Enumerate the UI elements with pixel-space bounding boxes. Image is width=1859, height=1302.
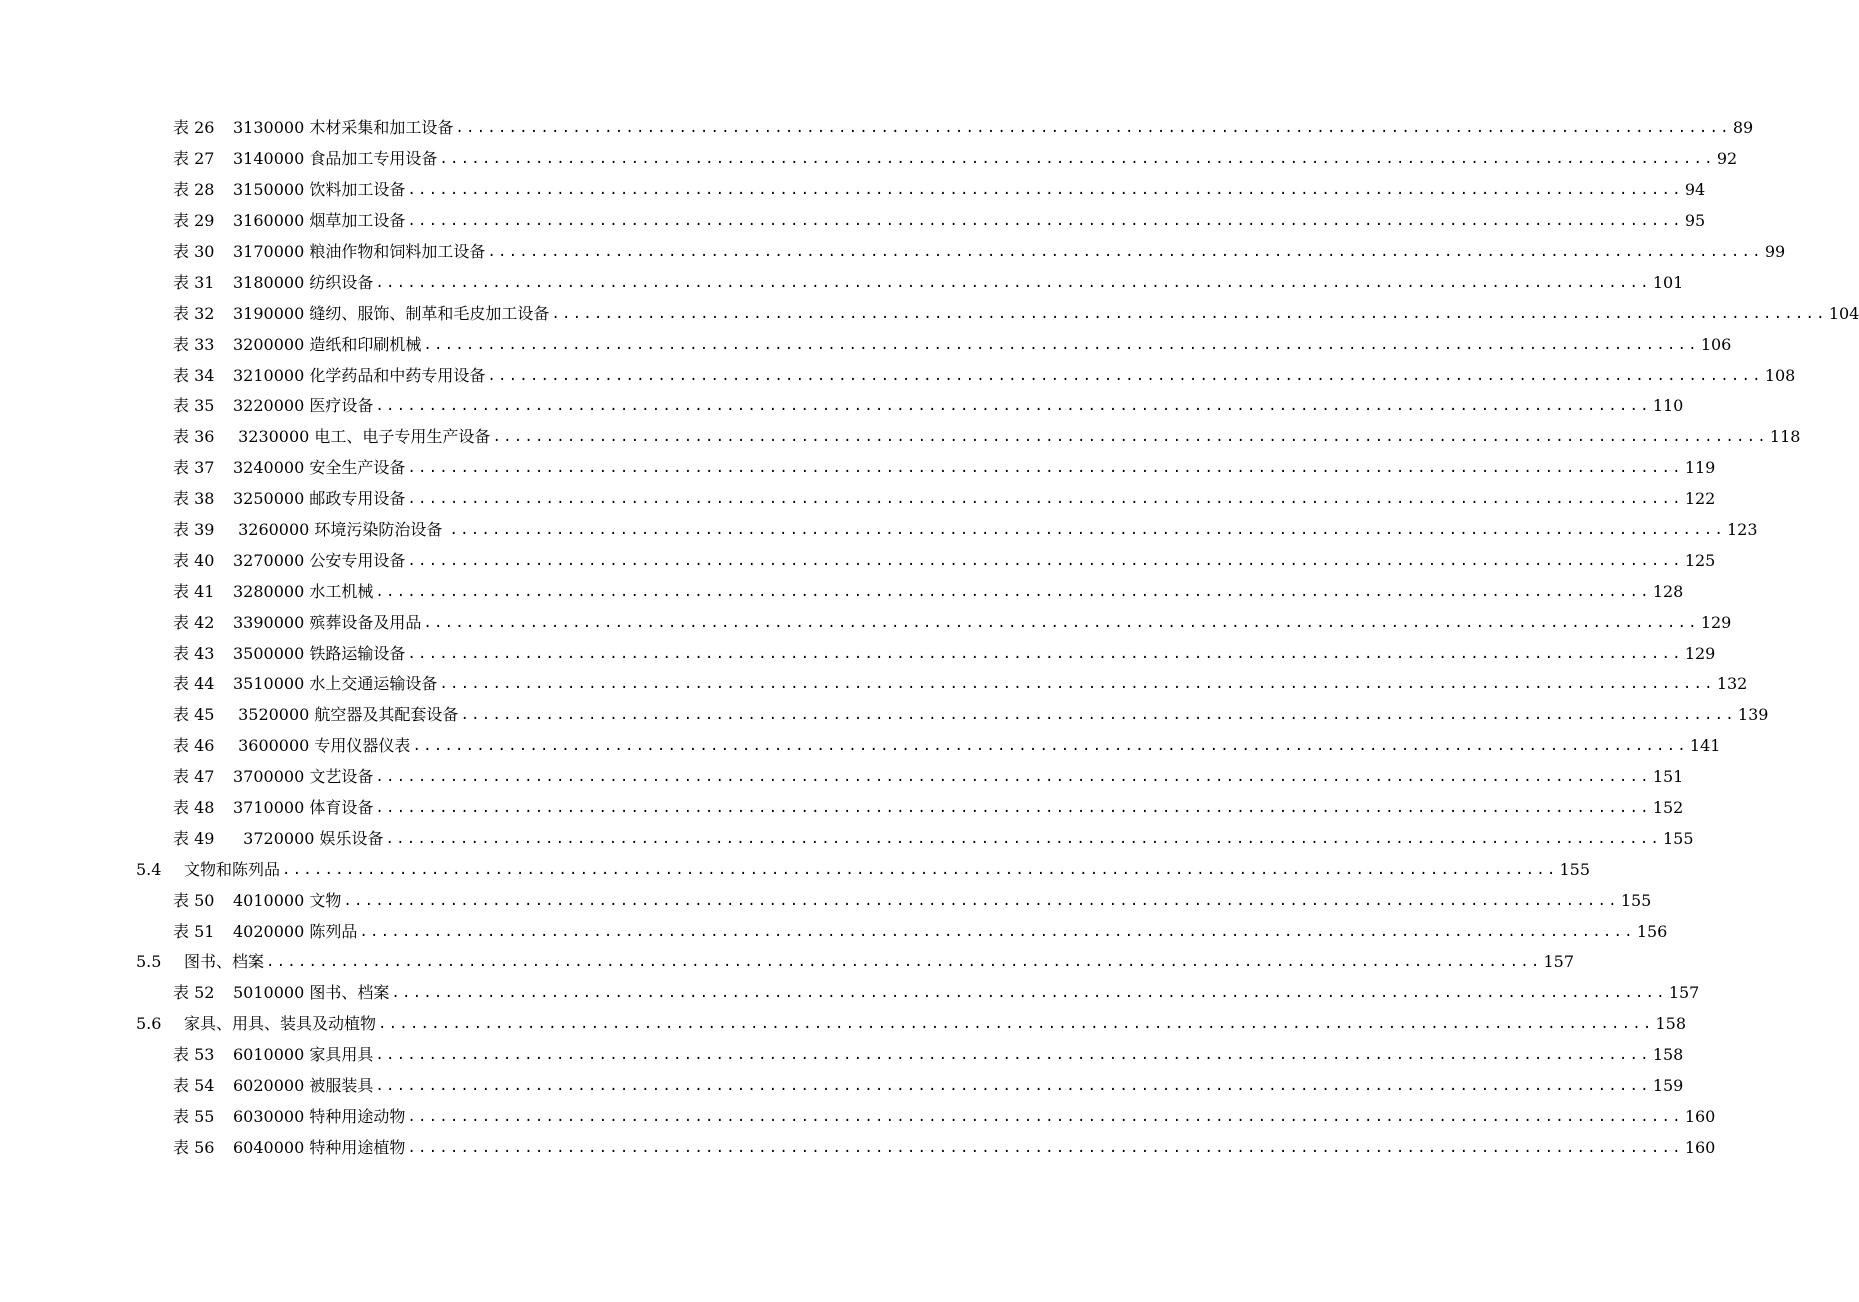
toc-table-entry[interactable] xyxy=(0,576,1684,607)
toc-table-entry[interactable] xyxy=(0,391,1684,422)
toc-dot-leader: ........................................................................................................................ xyxy=(375,1078,1651,1095)
toc-entry-title: 6010000 家具用具 xyxy=(233,1045,374,1065)
toc-entry-title: 3150000 饮料加工设备 xyxy=(233,180,406,200)
toc-dot-leader: ........................................................................................................................ xyxy=(407,552,1683,569)
toc-page-number: 106 xyxy=(1700,334,1732,354)
toc-table-entry[interactable] xyxy=(0,762,1684,793)
toc-table-entry[interactable] xyxy=(0,1132,1716,1163)
toc-entry-title: 3700000 文艺设备 xyxy=(233,767,374,787)
toc-page-number: 155 xyxy=(1662,828,1694,848)
toc-page-number: 156 xyxy=(1636,921,1668,941)
toc-entry-label: 表 51 xyxy=(173,921,215,941)
toc-entry-label: 表 28 xyxy=(173,180,215,200)
toc-entry-label: 5.4 xyxy=(136,859,162,879)
toc-page-number: 157 xyxy=(1543,952,1575,972)
toc-page-number: 129 xyxy=(1684,643,1716,663)
toc-page-number: 157 xyxy=(1668,983,1700,1003)
toc-table-entry[interactable] xyxy=(0,916,1668,947)
toc-page-number: 122 xyxy=(1684,489,1716,509)
toc-entry-label: 表 32 xyxy=(173,303,215,323)
toc-page-number: 160 xyxy=(1684,1106,1716,1126)
toc-entry-label: 5.6 xyxy=(136,1014,162,1034)
toc-page-number: 159 xyxy=(1652,1076,1684,1096)
toc-page-number: 128 xyxy=(1652,581,1684,601)
toc-dot-leader: ........................................................................................................................ xyxy=(407,1139,1683,1156)
toc-table-entry[interactable] xyxy=(0,1071,1684,1102)
table-of-contents xyxy=(0,113,1859,1163)
toc-page-number: 155 xyxy=(1559,859,1591,879)
toc-entry-label: 表 29 xyxy=(173,211,215,231)
toc-entry-label: 表 44 xyxy=(173,674,215,694)
toc-dot-leader: ........................................................................................................................ xyxy=(407,1108,1683,1125)
toc-dot-leader: ........................................................................................................................ xyxy=(455,120,1731,137)
toc-page-number: 101 xyxy=(1652,272,1684,292)
toc-page-number: 95 xyxy=(1684,211,1706,231)
toc-entry-label: 表 46 xyxy=(173,736,215,756)
toc-entry-label: 表 26 xyxy=(173,118,215,138)
toc-page-number: 160 xyxy=(1684,1137,1716,1157)
toc-entry-title: 3720000 娱乐设备 xyxy=(233,828,384,848)
toc-table-entry[interactable] xyxy=(0,885,1652,916)
toc-dot-leader: ........................................................................................................................ xyxy=(343,892,1619,909)
toc-entry-title: 3160000 烟草加工设备 xyxy=(233,211,406,231)
toc-page-number: 108 xyxy=(1764,365,1796,385)
toc-table-entry[interactable] xyxy=(0,700,1769,731)
toc-page-number: 158 xyxy=(1652,1045,1684,1065)
toc-page-number: 152 xyxy=(1652,798,1684,818)
toc-dot-leader: ........................................................................................................................ xyxy=(375,1047,1651,1064)
toc-table-entry[interactable] xyxy=(0,329,1732,360)
toc-entry-title: 3220000 医疗设备 xyxy=(233,396,374,416)
toc-page-number: 119 xyxy=(1684,458,1716,478)
toc-dot-leader: ........................................................................................................................ xyxy=(407,460,1683,477)
toc-entry-title: 3170000 粮油作物和饲料加工设备 xyxy=(233,242,486,261)
toc-table-entry[interactable] xyxy=(0,978,1700,1009)
toc-dot-leader: ........................................................................................................................ xyxy=(487,244,1763,260)
toc-entry-label: 表 42 xyxy=(173,612,215,632)
toc-page-number: 125 xyxy=(1684,550,1716,570)
toc-entry-label: 5.5 xyxy=(136,952,162,972)
toc-table-entry[interactable] xyxy=(0,237,1786,268)
toc-page-number: 94 xyxy=(1684,180,1706,200)
toc-dot-leader: ........................................................................................................................ xyxy=(492,429,1768,446)
toc-entry-title: 3390000 殡葬设备及用品 xyxy=(233,612,422,632)
toc-entry-label: 表 49 xyxy=(173,828,215,848)
toc-entry-title: 6040000 特种用途植物 xyxy=(233,1137,406,1157)
toc-entry-label: 表 31 xyxy=(173,272,215,292)
toc-dot-leader: ........................................................................................................................ xyxy=(282,861,1558,878)
toc-dot-leader: ........................................................................................................................ xyxy=(378,1016,1654,1033)
toc-entry-title: 3280000 水工机械 xyxy=(233,581,374,601)
toc-entry-label: 表 40 xyxy=(173,550,215,570)
toc-entry-label: 表 39 xyxy=(173,520,215,540)
toc-table-entry[interactable] xyxy=(0,453,1716,484)
toc-dot-leader: ........................................................................................................................ xyxy=(423,614,1699,631)
toc-table-entry[interactable] xyxy=(0,144,1738,175)
toc-entry-label: 表 36 xyxy=(173,427,215,447)
toc-page-number: 99 xyxy=(1764,242,1786,261)
toc-entry-title: 3140000 食品加工专用设备 xyxy=(233,149,438,169)
toc-entry-label: 表 37 xyxy=(173,458,215,478)
toc-table-entry[interactable] xyxy=(0,267,1684,298)
toc-entry-title: 3270000 公安专用设备 xyxy=(233,550,406,570)
toc-table-entry[interactable] xyxy=(0,669,1748,700)
toc-entry-title: 家具、用具、装具及动植物 xyxy=(184,1014,377,1034)
toc-entry-title: 3520000 航空器及其配套设备 xyxy=(233,705,459,725)
toc-table-entry[interactable] xyxy=(0,206,1706,237)
toc-table-entry[interactable] xyxy=(0,515,1758,546)
toc-entry-label: 表 48 xyxy=(173,798,215,818)
toc-dot-leader: ........................................................................................................................ xyxy=(407,645,1683,662)
toc-table-entry[interactable] xyxy=(0,638,1716,669)
toc-dot-leader: ........................................................................................................................ xyxy=(423,336,1699,353)
toc-page-number: 118 xyxy=(1769,427,1801,447)
toc-entry-label: 表 30 xyxy=(173,242,215,261)
toc-dot-leader: ........................................................................................................................ xyxy=(407,182,1683,199)
toc-table-entry[interactable] xyxy=(0,607,1732,638)
toc-dot-leader: ........................................................................................................................ xyxy=(375,398,1651,415)
toc-table-entry[interactable] xyxy=(0,360,1796,391)
toc-entry-label: 表 47 xyxy=(173,767,215,787)
toc-table-entry[interactable] xyxy=(0,823,1694,854)
toc-section-entry[interactable] xyxy=(0,1009,1687,1040)
toc-entry-title: 3250000 邮政专用设备 xyxy=(233,489,406,509)
toc-page-number: 89 xyxy=(1732,118,1754,138)
toc-entry-label: 表 41 xyxy=(173,581,215,601)
toc-table-entry[interactable] xyxy=(0,545,1716,576)
toc-table-entry[interactable] xyxy=(0,298,1859,329)
toc-dot-leader: ........................................................................................................................ xyxy=(449,522,1725,539)
toc-entry-label: 表 45 xyxy=(173,705,215,725)
toc-entry-label: 表 35 xyxy=(173,396,215,416)
toc-entry-title: 3200000 造纸和印刷机械 xyxy=(233,334,422,354)
toc-entry-title: 6020000 被服装具 xyxy=(233,1076,374,1096)
toc-table-entry[interactable] xyxy=(0,1040,1684,1071)
toc-dot-leader: ........................................................................................................................ xyxy=(551,305,1827,322)
toc-dot-leader: ........................................................................................................................ xyxy=(375,769,1651,786)
toc-entry-title: 3210000 化学药品和中药专用设备 xyxy=(233,365,486,385)
toc-page-number: 104 xyxy=(1828,303,1859,323)
toc-dot-leader: ........................................................................................................................ xyxy=(359,923,1635,940)
toc-table-entry[interactable] xyxy=(0,793,1684,824)
toc-entry-title: 3500000 铁路运输设备 xyxy=(233,643,406,663)
toc-page-number: 132 xyxy=(1716,674,1748,694)
toc-section-entry[interactable] xyxy=(0,947,1575,978)
toc-entry-title: 5010000 图书、档案 xyxy=(233,983,390,1003)
toc-page-number: 139 xyxy=(1737,705,1769,725)
toc-entry-label: 表 33 xyxy=(173,334,215,354)
toc-page-number: 151 xyxy=(1652,767,1684,787)
toc-entry-label: 表 52 xyxy=(173,983,215,1003)
toc-table-entry[interactable] xyxy=(0,731,1721,762)
toc-dot-leader: ........................................................................................................................ xyxy=(385,830,1661,847)
toc-dot-leader: ........................................................................................................................ xyxy=(439,151,1715,168)
toc-dot-leader: ........................................................................................................................ xyxy=(487,367,1763,384)
toc-dot-leader: ........................................................................................................................ xyxy=(412,738,1688,755)
toc-entry-label: 表 38 xyxy=(173,489,215,509)
toc-table-entry[interactable] xyxy=(0,1102,1716,1133)
toc-table-entry[interactable] xyxy=(0,113,1754,144)
toc-dot-leader: ........................................................................................................................ xyxy=(407,213,1683,230)
toc-page-number: 129 xyxy=(1700,612,1732,632)
toc-dot-leader: ........................................................................................................................ xyxy=(266,954,1542,971)
toc-entry-label: 表 27 xyxy=(173,149,215,169)
toc-dot-leader: ........................................................................................................................ xyxy=(375,800,1651,817)
toc-entry-title: 6030000 特种用途动物 xyxy=(233,1106,406,1126)
toc-page-number: 158 xyxy=(1655,1014,1687,1034)
toc-table-entry[interactable] xyxy=(0,422,1801,453)
toc-entry-label: 表 50 xyxy=(173,890,215,910)
toc-entry-label: 表 43 xyxy=(173,643,215,663)
toc-dot-leader: ........................................................................................................................ xyxy=(391,985,1667,1002)
toc-entry-label: 表 34 xyxy=(173,365,215,385)
toc-entry-title: 3260000 环境污染防治设备 xyxy=(233,520,448,540)
toc-dot-leader: ........................................................................................................................ xyxy=(407,491,1683,508)
toc-entry-title: 文物和陈列品 xyxy=(184,859,281,879)
toc-entry-title: 3130000 木材采集和加工设备 xyxy=(233,118,454,138)
toc-entry-title: 3230000 电工、电子专用生产设备 xyxy=(233,427,491,447)
toc-page-number: 110 xyxy=(1652,396,1684,416)
toc-section-entry[interactable] xyxy=(0,854,1591,885)
toc-entry-title: 4010000 文物 xyxy=(233,890,342,910)
toc-dot-leader: ........................................................................................................................ xyxy=(375,583,1651,600)
toc-entry-title: 3190000 缝纫、服饰、制革和毛皮加工设备 xyxy=(233,303,550,323)
toc-page-number: 141 xyxy=(1689,736,1721,756)
toc-page-number: 123 xyxy=(1726,520,1758,540)
toc-entry-label: 表 54 xyxy=(173,1076,215,1096)
toc-entry-title: 4020000 陈列品 xyxy=(233,921,358,941)
toc-page-number: 155 xyxy=(1620,890,1652,910)
toc-entry-title: 3240000 安全生产设备 xyxy=(233,458,406,478)
toc-entry-title: 3180000 纺织设备 xyxy=(233,272,374,292)
toc-entry-label: 表 56 xyxy=(173,1137,215,1157)
toc-entry-label: 表 55 xyxy=(173,1106,215,1126)
toc-dot-leader: ........................................................................................................................ xyxy=(460,707,1736,724)
toc-table-entry[interactable] xyxy=(0,484,1716,515)
toc-dot-leader: ........................................................................................................................ xyxy=(439,676,1715,693)
toc-dot-leader: ........................................................................................................................ xyxy=(375,274,1651,291)
toc-entry-title: 3710000 体育设备 xyxy=(233,798,374,818)
toc-entry-title: 图书、档案 xyxy=(184,952,265,972)
toc-page-number: 92 xyxy=(1716,149,1738,169)
toc-table-entry[interactable] xyxy=(0,175,1706,206)
toc-entry-label: 表 53 xyxy=(173,1045,215,1065)
toc-entry-title: 3600000 专用仪器仪表 xyxy=(233,736,411,756)
toc-entry-title: 3510000 水上交通运输设备 xyxy=(233,674,438,694)
